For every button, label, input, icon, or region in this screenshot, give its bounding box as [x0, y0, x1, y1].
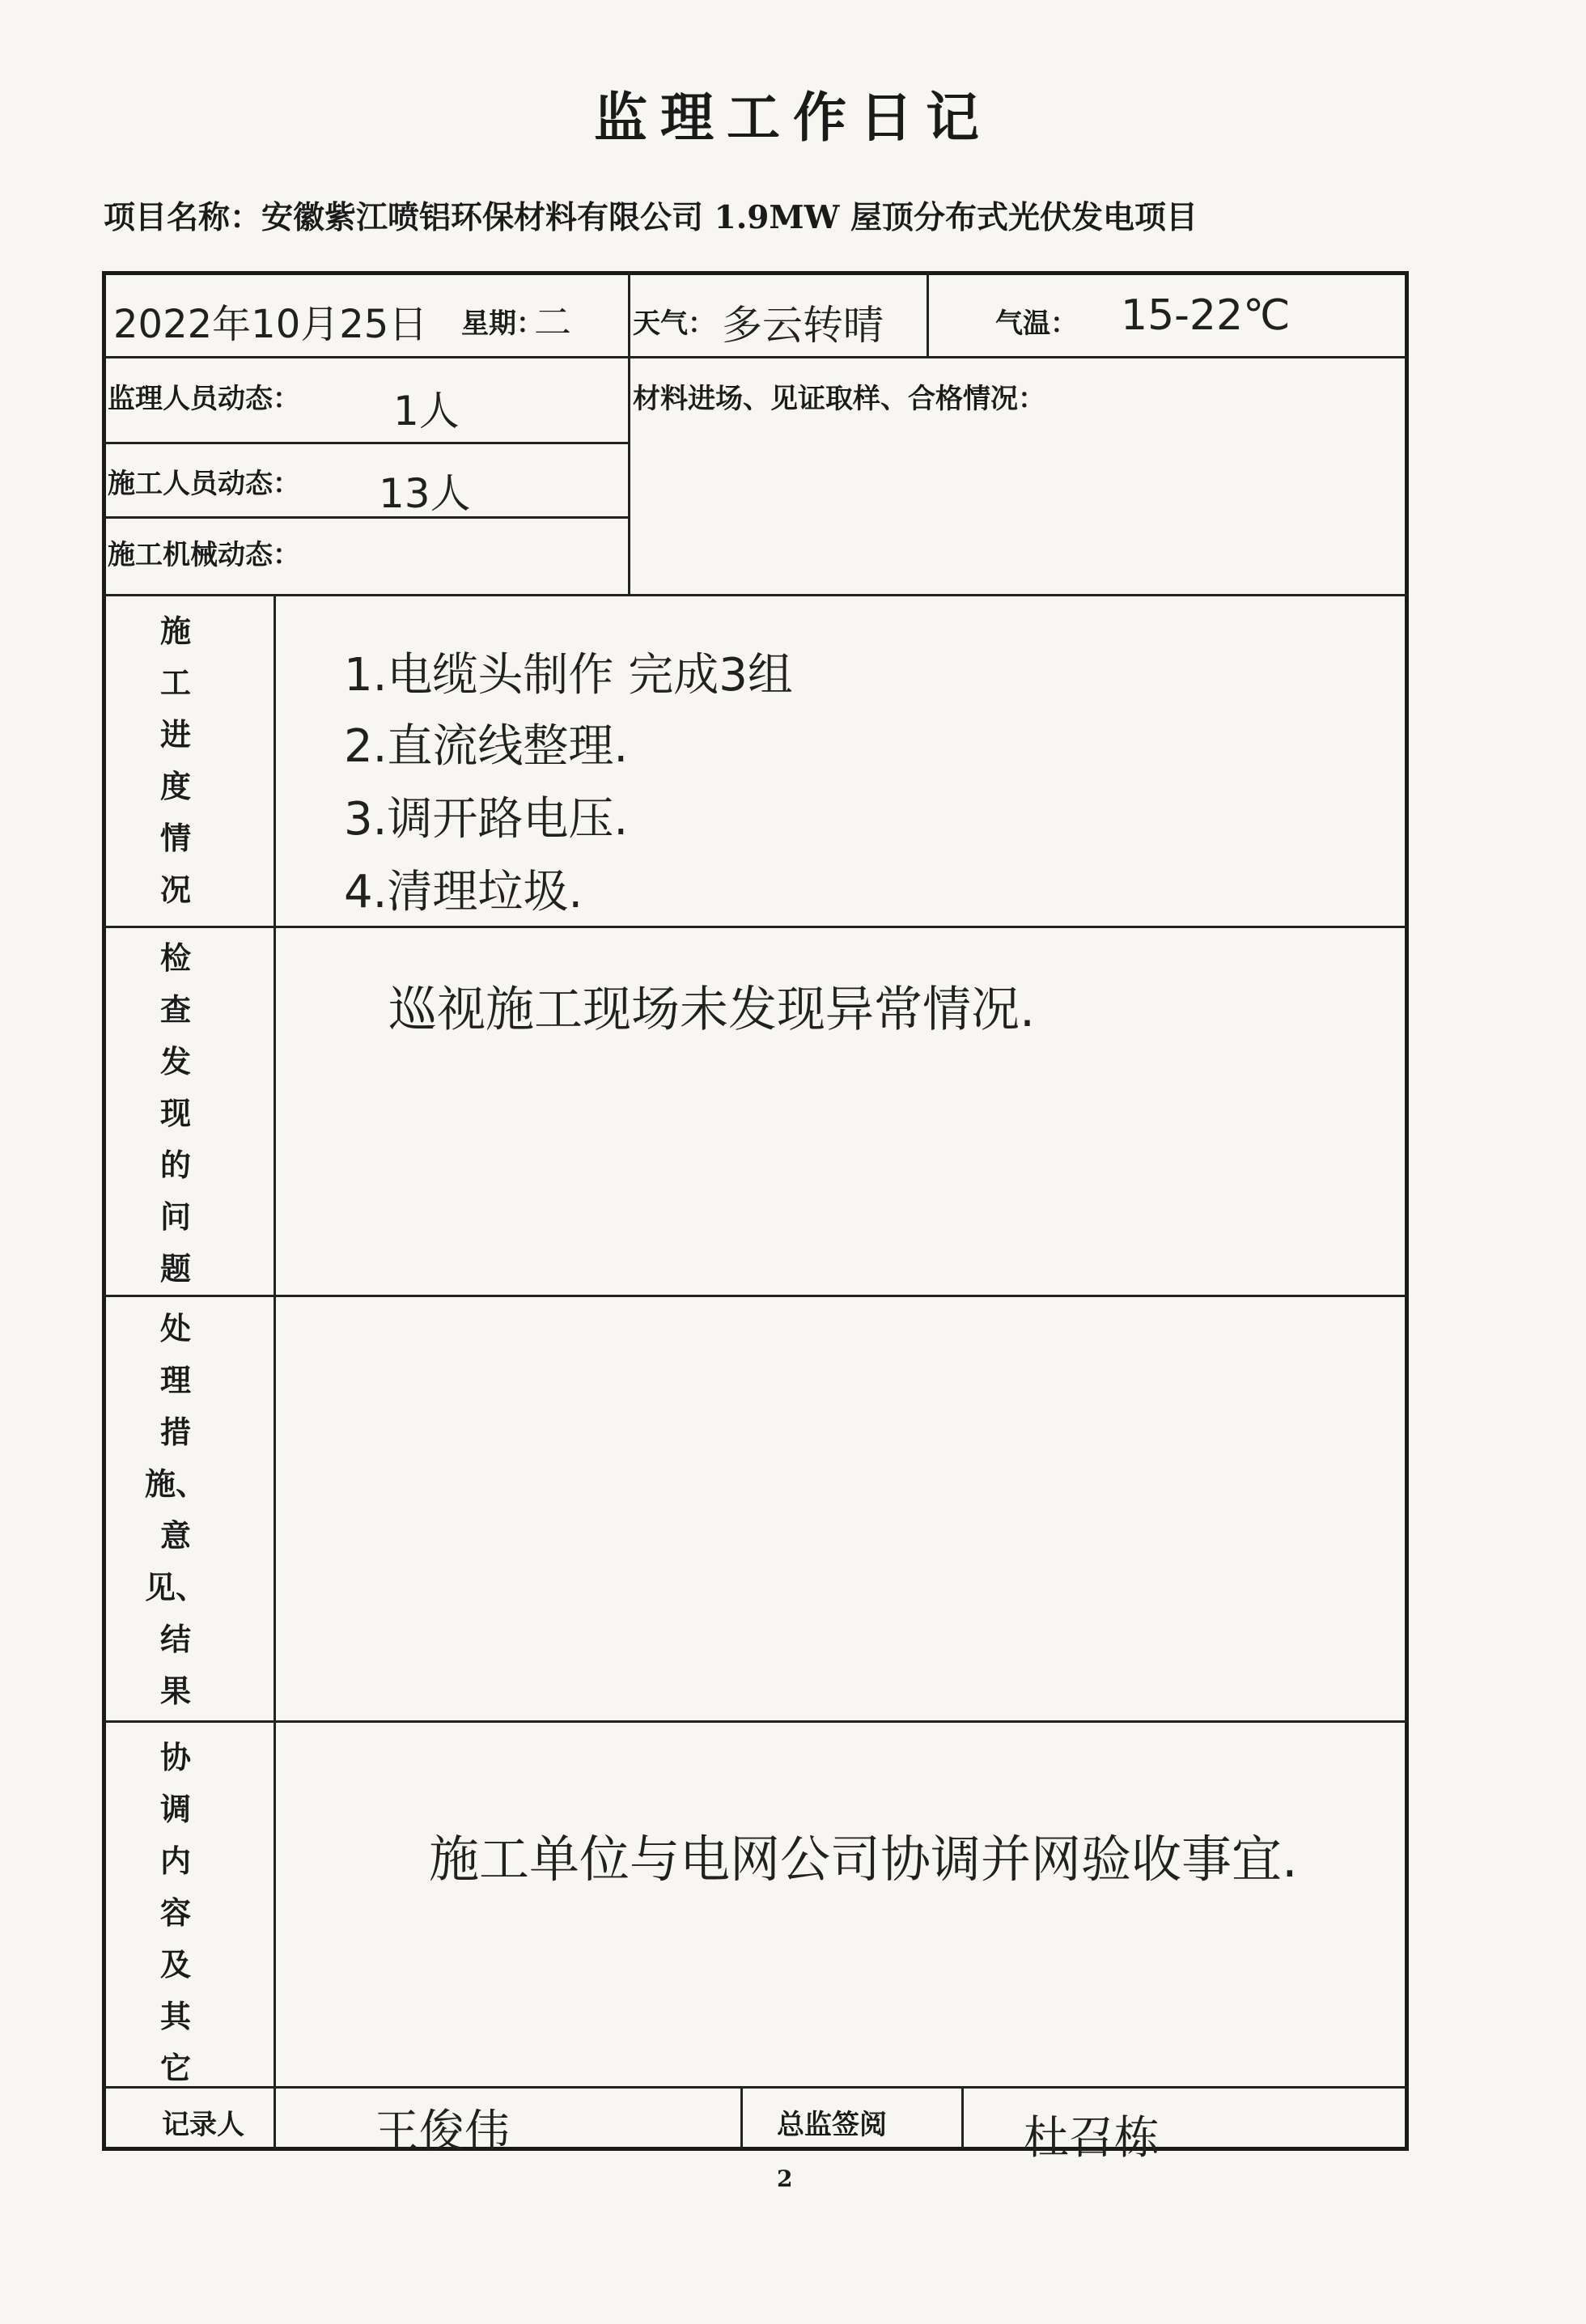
project-name: 项目名称：安徽紫江喷铝环保材料有限公司 1.9MW 屋顶分布式光伏发电项目 [104, 199, 1198, 236]
label-char: 查 [159, 991, 191, 1028]
label-char: 问 [159, 1198, 191, 1235]
weather-label: 天气： [633, 307, 715, 340]
progress-item: 3.调开路电压. [344, 793, 629, 846]
weather-value: 多云转晴 [722, 302, 884, 349]
label-char: 工 [159, 664, 191, 701]
label-char: 的 [159, 1147, 191, 1183]
temperature-label: 气温： [995, 307, 1078, 340]
diary-title: 监理工作日记 [594, 86, 992, 149]
progress-item: 1.电缆头制作 完成3组 [344, 649, 793, 702]
rule-header-bottom [104, 356, 1408, 358]
label-char: 现 [159, 1095, 191, 1131]
label-char: 况 [159, 872, 191, 908]
label-char: 措 [159, 1414, 191, 1450]
label-char: 见、 [144, 1569, 206, 1605]
chief-signature: 杜召栋 [1024, 2112, 1160, 2165]
date-value: 2022年10月25日 [113, 302, 428, 347]
rule-progress-bottom [104, 926, 1408, 928]
supervisor-value: 1人 [393, 388, 460, 435]
rule-coordination-bottom [104, 2086, 1408, 2089]
construction-staff-value: 13人 [379, 470, 471, 517]
label-char: 结 [159, 1621, 191, 1657]
rule-measures-bottom [104, 1720, 1408, 1723]
chief-signoff-label: 总监签阅 [777, 2109, 887, 2141]
label-char: 施 [159, 613, 191, 649]
progress-item: 2.直流线整理. [344, 720, 629, 773]
label-char: 题 [159, 1250, 191, 1287]
temperature-value: 15-22℃ [1121, 291, 1291, 340]
label-char: 度 [159, 768, 191, 804]
label-char: 进 [159, 716, 191, 753]
label-char: 情 [159, 820, 191, 856]
issues-section-label [139, 932, 212, 1295]
label-char: 果 [159, 1673, 191, 1709]
rule-v-label-column [274, 595, 276, 2148]
weekday-label: 星期： [461, 307, 544, 340]
rule-staff-1 [104, 442, 628, 444]
progress-section-label [139, 605, 212, 916]
label-char: 检 [159, 939, 191, 976]
rule-v-footer-2 [961, 2087, 964, 2148]
machinery-label: 施工机械动态： [108, 539, 300, 571]
issues-text: 巡视施工现场未发现异常情况. [388, 982, 1036, 1038]
label-char: 协 [159, 1739, 191, 1775]
coordination-section-label [139, 1732, 212, 2094]
recorder-signature: 王俊伟 [374, 2106, 510, 2158]
label-char: 发 [159, 1043, 191, 1079]
label-char: 容 [159, 1894, 191, 1931]
label-char: 意 [159, 1517, 191, 1554]
rule-issues-bottom [104, 1295, 1408, 1297]
label-char: 处 [159, 1310, 191, 1346]
construction-staff-label: 施工人员动态： [108, 468, 300, 500]
rule-staff-2 [104, 516, 628, 519]
label-char: 内 [159, 1843, 191, 1879]
coordination-text: 施工单位与电网公司协调并网验收事宜. [429, 1830, 1298, 1889]
rule-staff-bottom [104, 594, 1408, 596]
supervisor-label: 监理人员动态： [108, 383, 300, 415]
rule-v-temperature [927, 273, 929, 357]
rule-v-weather [628, 273, 630, 595]
materials-label: 材料进场、见证取样、合格情况： [633, 383, 1045, 415]
label-char: 它 [159, 2050, 191, 2086]
label-char: 施、 [144, 1465, 206, 1502]
progress-item: 4.清理垃圾. [344, 866, 583, 918]
label-char: 调 [159, 1791, 191, 1827]
label-char: 理 [159, 1362, 191, 1398]
measures-section-label [139, 1303, 212, 1717]
recorder-label: 记录人 [162, 2109, 244, 2141]
label-char: 及 [159, 1946, 191, 1983]
rule-v-footer-1 [740, 2087, 743, 2148]
weekday-value: 二 [534, 300, 571, 344]
page-number: 2 [777, 2165, 793, 2192]
label-char: 其 [159, 1998, 191, 2034]
